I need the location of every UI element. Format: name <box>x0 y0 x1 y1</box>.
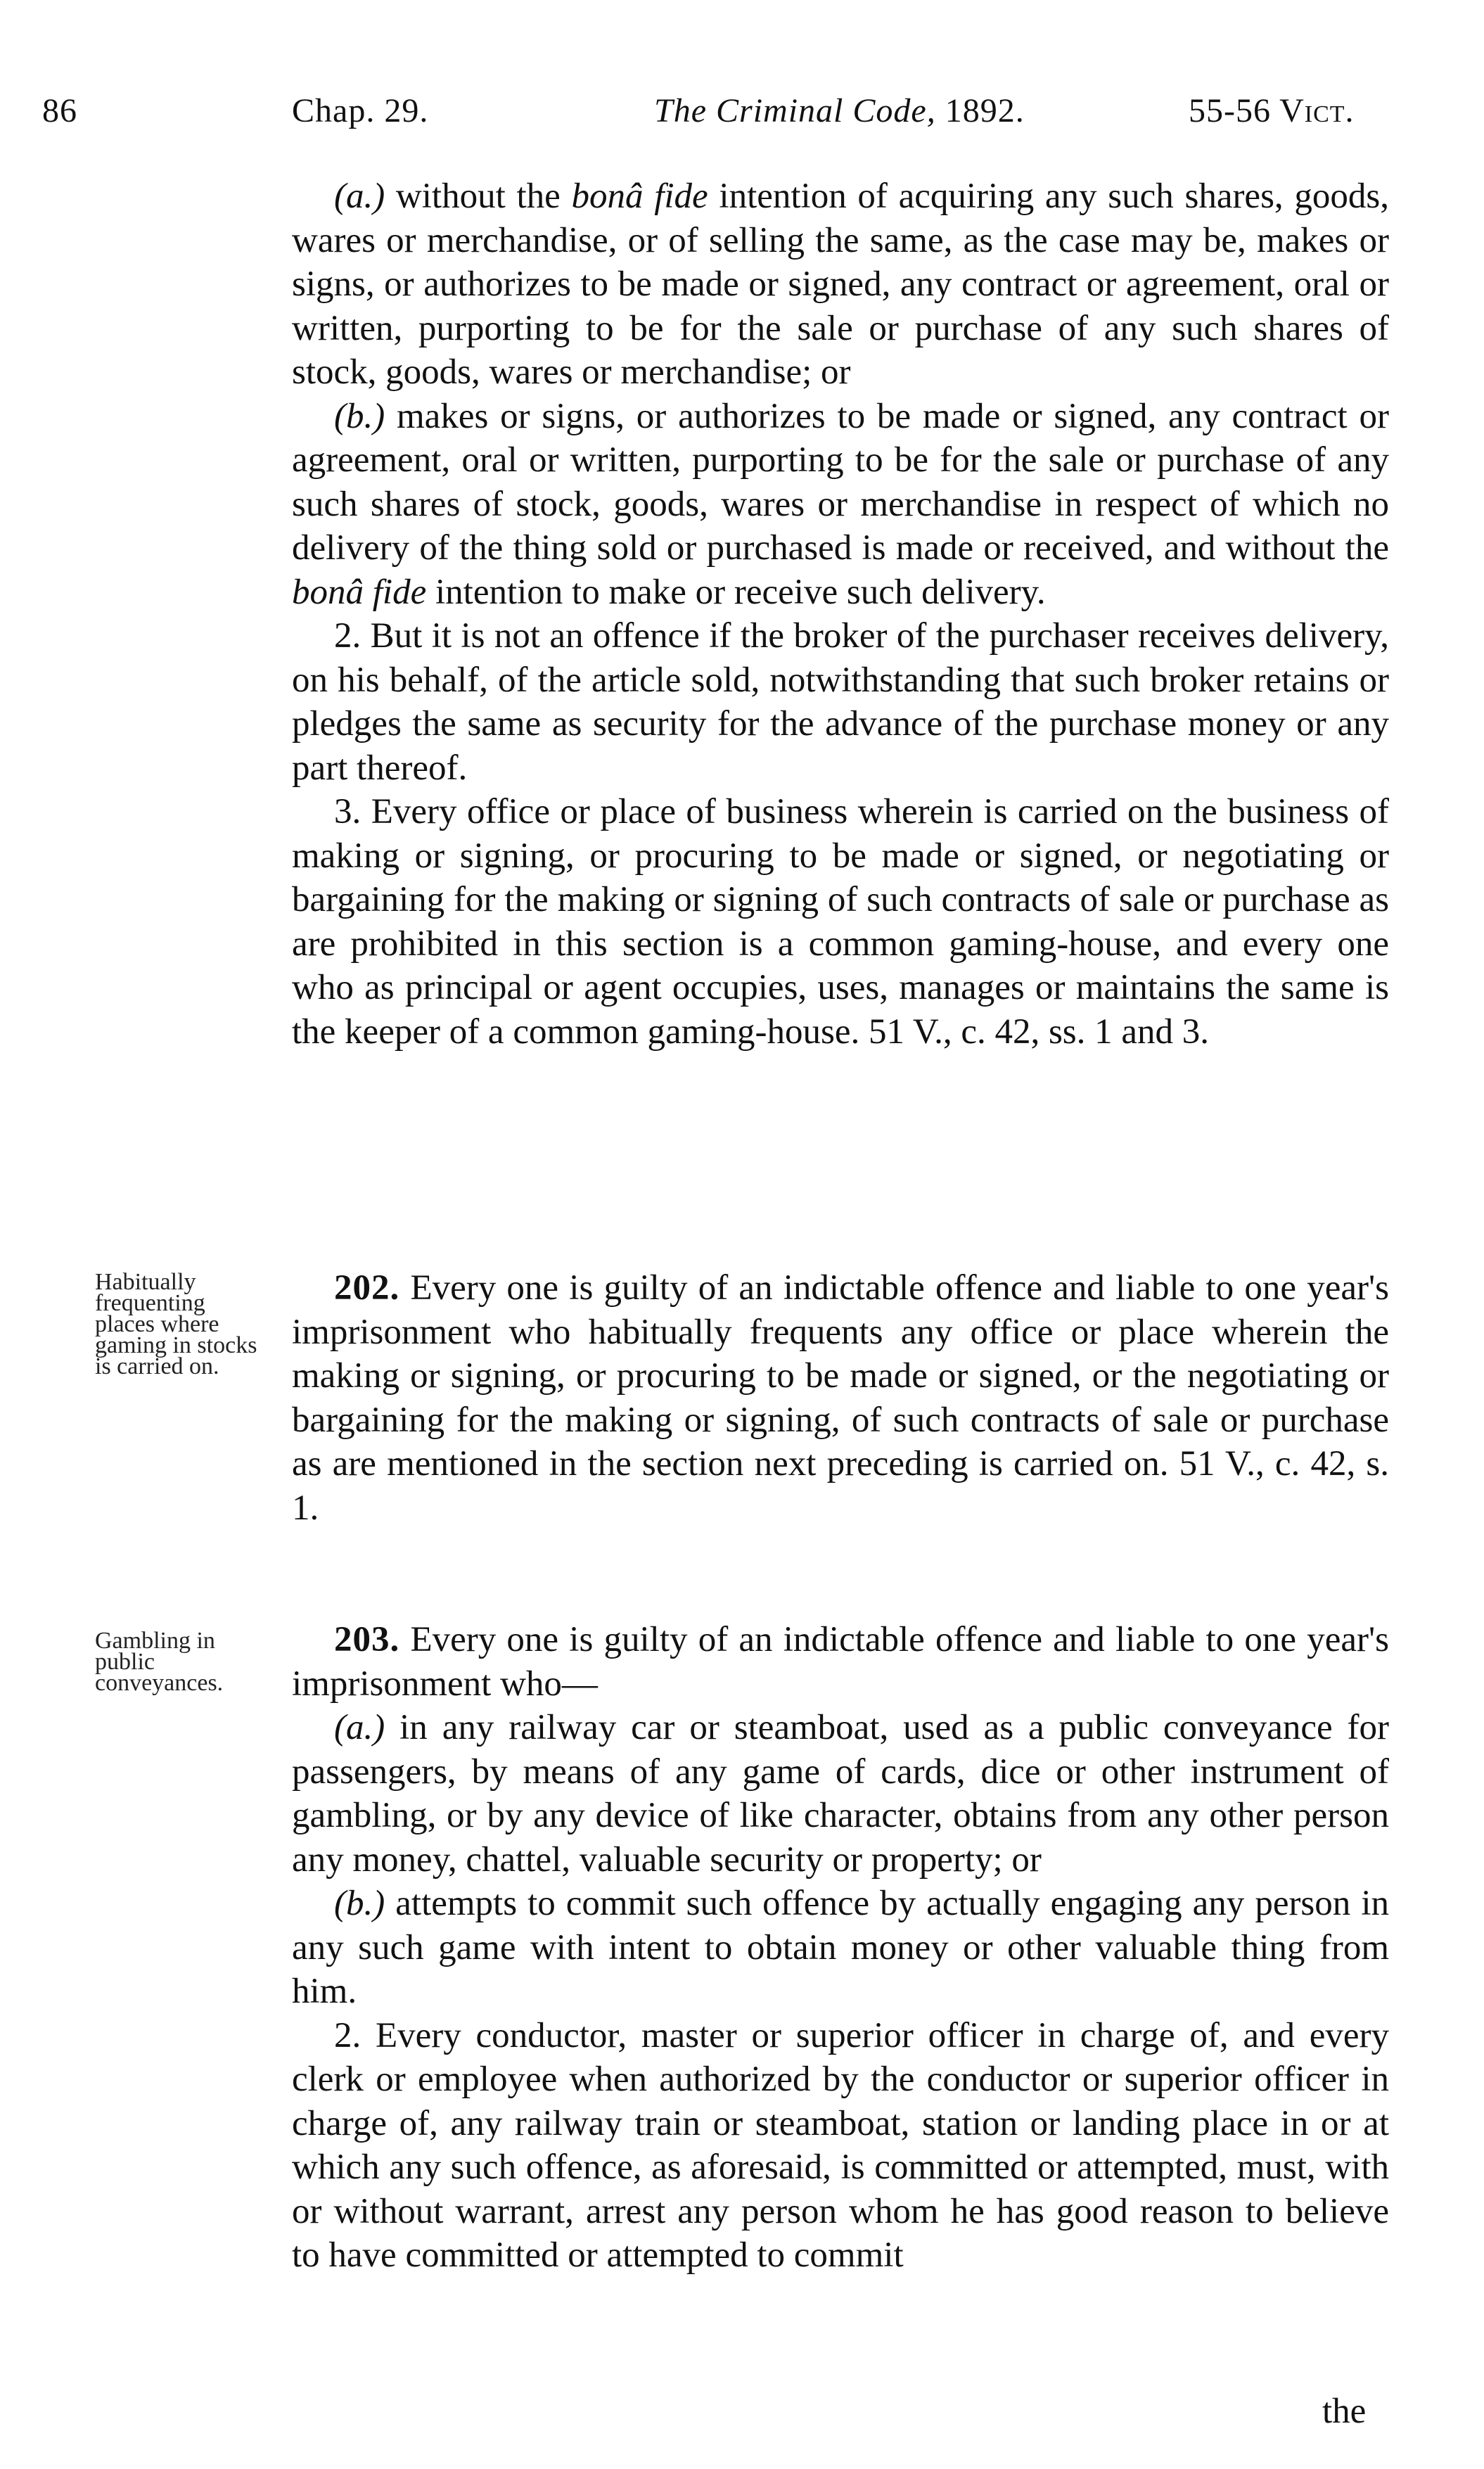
regnal-year: 55-56 Vict. <box>1189 92 1355 129</box>
title-year: 1892. <box>935 92 1025 129</box>
section-201-continuation <box>292 174 1389 1054</box>
section-203-b-marker: (b.) <box>334 1884 385 1923</box>
running-title <box>654 91 1025 130</box>
section-203-clause-b <box>292 1882 1389 2014</box>
clause-b-text-1: makes or signs, or authorizes to be made or signed, any contract or agreement, oral or written, purporting to be for the sale or purchase of any such shares of stock, goods, wares or merchandise in respect of which no delivery of the thing sold or purchased is made or received, and without the <box>292 396 1389 568</box>
section-202-number: 202. <box>334 1268 400 1308</box>
section-203-b-text: attempts to commit such offence by actually engaging any person in any such game with intent to obtain money or other valuable thing from him. <box>292 1884 1389 2011</box>
section-203-clause-a <box>292 1706 1389 1882</box>
section-203 <box>292 1618 1389 2278</box>
subsection-2: 2. But it is not an offence if the broker of the purchaser receives delivery, on his behalf, of the article sold, notwithstanding that such broker retains or pledges the same as security for the advance of the purchase money or any part thereof. <box>292 616 1389 788</box>
section-202 <box>292 1266 1389 1530</box>
subsection-3: 3. Every office or place of business wherein is carried on the business of making or signing, or procuring to be made or signed, or negotiating or bargaining for the making or signing of such contracts of sale or purchase as are prohibited in this section is a common gaming-house, and every one who as principal or agent occupies, uses, manages or maintains the same is the keeper of a common gaming-house. 51 V., c. 42, ss. 1 and 3. <box>292 792 1389 1052</box>
clause-a-bona-fide: bonâ fide <box>571 177 708 216</box>
chapter-label: Chap. 29. <box>292 92 429 129</box>
section-203-a-marker: (a.) <box>334 1708 385 1747</box>
catchword: the <box>1322 2392 1367 2431</box>
clause-a-text-2: intention of acquiring any such shares, goods, wares or merchandise, or of selling the same, as the case may be, makes or signs, or authorizes to be made or signed, any contract or agreement, oral or written, purporting to be for the sale or purchase of any such shares of stock, goods, wares or merchandise; or <box>292 177 1389 392</box>
section-203-subsection-2: 2. Every conductor, master or superior officer in charge of, and every clerk or employee when authorized by the conductor or superior officer in charge of, any railway train or steamboat, station or landing place in or at which any such offence, as aforesaid, is committed or attempted, must, with or without warrant, arrest any person whom he has good reason to believe to have committed or attempted to commit <box>292 2015 1389 2275</box>
margin-note-202: Habitually frequenting places where gaming in stocks is carried on. <box>95 1269 257 1379</box>
clause-b-text-2: intention to make or receive such delivery. <box>426 572 1046 612</box>
clause-b-bona-fide: bonâ fide <box>292 572 427 612</box>
page-number: 86 <box>42 92 77 129</box>
clause-a <box>292 174 1389 395</box>
title-text: The Criminal Code, <box>654 92 936 129</box>
running-header <box>42 91 1393 141</box>
clause-a-marker: (a.) <box>334 177 385 216</box>
section-203-number: 203. <box>334 1620 400 1659</box>
clause-b <box>292 395 1389 615</box>
clause-b-marker: (b.) <box>334 396 385 436</box>
section-203-intro <box>292 1618 1389 1706</box>
section-202-text <box>292 1266 1389 1530</box>
section-202-body: Every one is guilty of an indictable offence and liable to one year's imprisonment who habitually frequents any office or place wherein the making or signing, or procuring to be made or signed, or the negotiating or bargaining for the making or signing, of such contracts of sale or purchase as are mentioned in the section next preceding is carried on. 51 V., c. 42, s. 1. <box>292 1268 1389 1528</box>
section-203-a-text: in any railway car or steamboat, used as a public conveyance for passengers, by means of any game of cards, dice or other instrument of gambling, or by any device of like character, obtains from any other person any money, chattel, valuable security or property; or <box>292 1708 1389 1880</box>
margin-note-203: Gambling in public conveyances. <box>95 1628 224 1696</box>
clause-a-text-1: without the <box>385 177 572 216</box>
section-203-intro-text: Every one is guilty of an indictable offence and liable to one year's imprisonment who— <box>292 1620 1389 1704</box>
